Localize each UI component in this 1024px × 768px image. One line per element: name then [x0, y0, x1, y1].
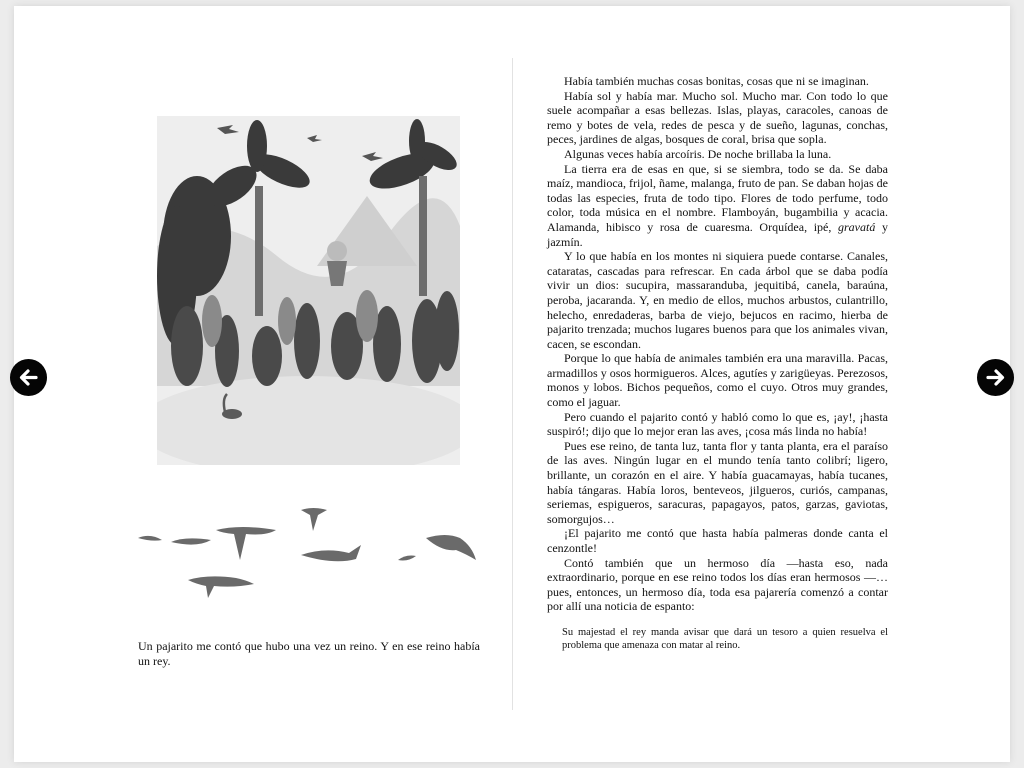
arrow-left-icon [10, 359, 47, 396]
paragraph: Contó también que un hermoso día —hasta eso, nada extraordinario, porque en ese reino todos los días eran hermosos —… pues, entonces, un hermoso día, toda esa pajarería comenzó a contar por allí una noticia de espanto: [547, 555, 888, 614]
left-page-caption: Un pajarito me contó que hubo una vez un reino. Y en ese reino había un rey. [138, 639, 480, 668]
paragraph: Había también muchas cosas bonitas, cosas que ni se imaginan. [564, 74, 869, 88]
paragraph [547, 162, 888, 250]
previous-page-button[interactable] [10, 359, 47, 396]
jungle-illustration [157, 116, 460, 465]
paragraph: Había sol y había mar. Mucho sol. Mucho mar. Con todo lo que suele acompañar a esas bellezas. Islas, playas, caracoles, canoas de remo y botes de vela, redes de pesca y de sueño, lagunas, conchas, peces, jardines de algas, bosques de coral, brisa que sopla. [547, 88, 888, 147]
paragraph: Porque lo que había de animales también era una maravilla. Pacas, armadillos y osos hormigueros. Alces, agutíes y zarigüeyas. Perezosos, monos y lobos. Bichos pequeños, como el cuyo. Otros muy grandes, como el jaguar. [547, 351, 888, 410]
paragraph: Y lo que había en los montes ni siquiera puede contarse. Canales, cataratas, cascadas para refrescar. En cada árbol que se daba podía vivir un dios: sucupira, massaranduba, jequitibá, canela, baraúna, peroba, jacaranda. Y, en medio de ellos, muchos arbustos, culantrillo, helecho, enredaderas, barba de viejo, bejucos en racimo, hierba de pajarito trenzada; muchos lugares buenos para que los animales vivan, cacen, se escondan. [547, 249, 888, 351]
birds-illustration [136, 500, 480, 600]
paragraph: Pues ese reino, de tanta luz, tanta flor y tanta planta, era el paraíso de las aves. Ningún lugar en el mundo tenía tanto colibrí; ligero, brillante, un corazón en el aire. Y había guacamayas, había tucanes, había tángaras. Había loros, benteveos, jilgueros, curiós, campanas, seriemas, espigueros, saracuras, papagayos, patos, garzas, gaviotas, somorgujos… [547, 438, 888, 526]
paragraph-text: y jazmín. [547, 219, 888, 249]
italic-word: gravatá [838, 219, 876, 234]
royal-proclamation: Su majestad el rey manda avisar que dará un tesoro a quien resuelva el problema que amenaza con matar al reino. [562, 626, 888, 651]
next-page-button[interactable] [977, 359, 1014, 396]
arrow-right-icon [977, 359, 1014, 396]
paragraph: Pero cuando el pajarito contó y habló como lo que es, ¡ay!, ¡hasta suspiró!; dijo que lo mejor eran las aves, ¡cosa más linda no había! [547, 409, 888, 439]
right-page-text [547, 74, 888, 652]
book-spine [512, 58, 513, 710]
paragraph-text: La tierra era de esas en que, si se siembra, todo se da. Se daba maíz, mandioca, frijol, ñame, malanga, fruto de pan. Se daban hojas de todas las especies, fruta de todo tipo. Flores de todo perfume, todo color, toda música en el nombre. Flamboyán, bugambilia y acacia. Alamanda, hibisco y rosa de cuaresma. Orquídea, ipé, [547, 161, 888, 234]
paragraph: ¡El pajarito me contó que hasta había palmeras donde canta el cenzontle! [547, 526, 888, 555]
paragraph: Algunas veces había arcoíris. De noche brillaba la luna. [564, 146, 832, 161]
